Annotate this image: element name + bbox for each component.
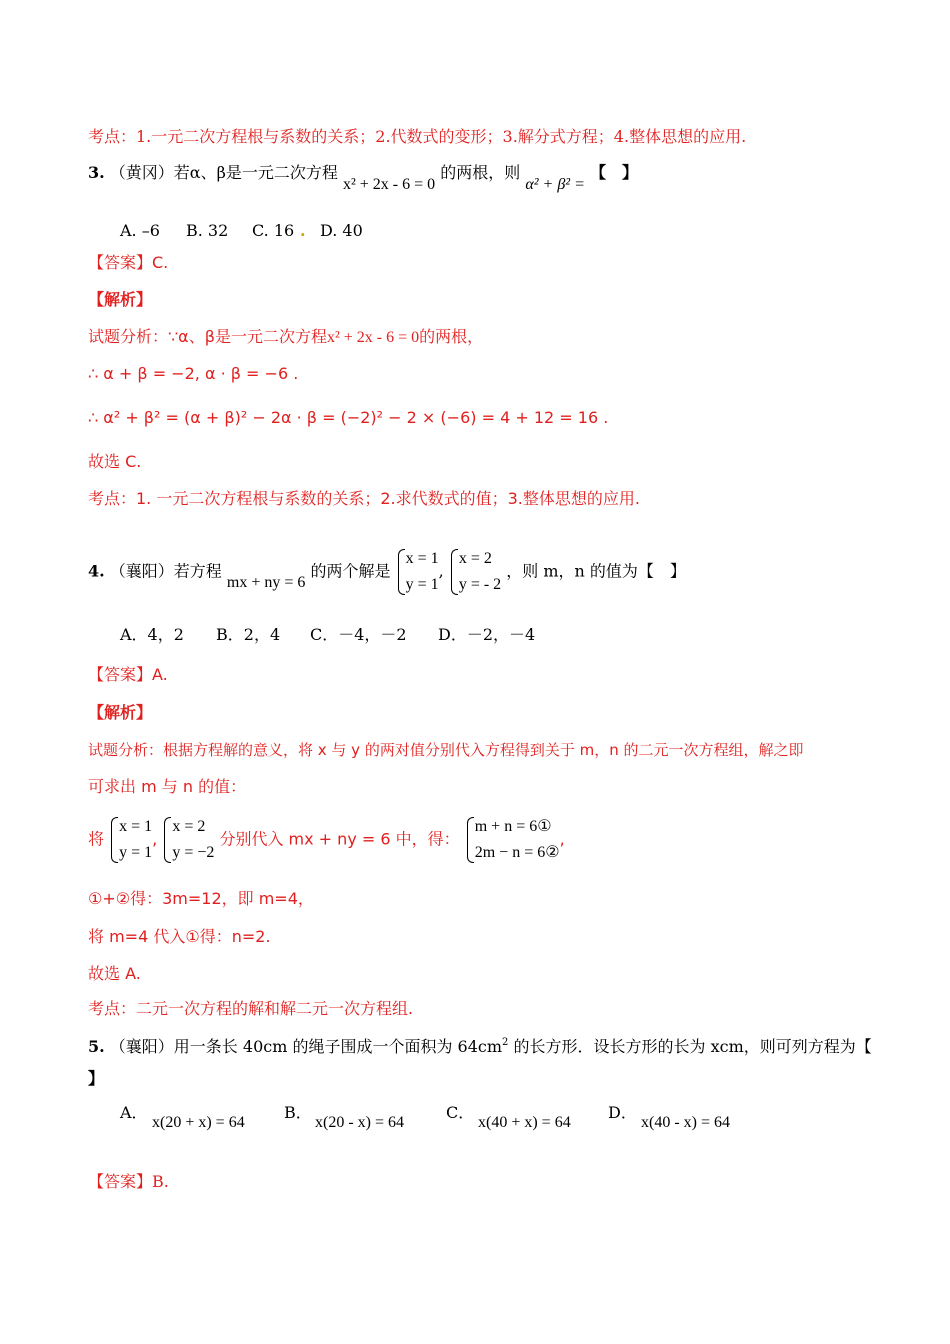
q5-label-c: C． xyxy=(446,1103,475,1122)
q4-system-eq-1: m + n = 6① xyxy=(474,818,552,835)
q3-analysis-line-3: ∴ α² + β² = (α + β)² − 2α · β = (−2)² − 2 × (−6) = 4 + 12 = 16 . xyxy=(88,408,609,427)
dot-mark-icon: . xyxy=(300,221,306,240)
q4-answer: 【答案】A. xyxy=(88,665,168,684)
q4-option-d: D．－2，－4 xyxy=(438,625,536,644)
q4-point: 考点：二元一次方程的解和解二元一次方程组. xyxy=(88,999,414,1018)
q4-sol1-x: x = 1 xyxy=(405,550,439,567)
q4-option-b: B．2，4 xyxy=(216,625,281,644)
q4-option-a: A．4，2 xyxy=(120,625,184,644)
q4-analysis-line-4: ①+②得：3m=12，即 m=4， xyxy=(88,889,314,908)
q5-number: 5. xyxy=(88,1037,105,1056)
q4-solution-2 xyxy=(449,546,501,598)
q4-sol2-x: x = 2 xyxy=(458,550,492,567)
q3-choose: 故选 C. xyxy=(88,452,142,471)
q4-stem-a: （襄阳）若方程 xyxy=(109,561,222,581)
q4-sol2-y: y = - 2 xyxy=(458,576,502,593)
q4-choose: 故选 A. xyxy=(88,964,141,983)
q3-point: 考点：1. 一元二次方程根与系数的关系；2.求代数式的值；3.整体思想的应用. xyxy=(88,489,640,508)
point-line-q2: 考点：1.一元二次方程根与系数的关系；2.代数式的变形；3.解分式方程；4.整体思想的应用. xyxy=(88,127,747,146)
q5-answer: 【答案】B. xyxy=(88,1172,169,1191)
q4-sub-pair-1 xyxy=(109,814,152,866)
q4-sub-pair-2 xyxy=(162,814,214,866)
q4-sol1-y: y = 1 xyxy=(405,576,439,593)
q3-stem-b: 的两根，则 xyxy=(440,163,521,182)
q4-sub-x2: x = 2 xyxy=(172,818,206,835)
q4-system-eq-2: 2m − n = 6② xyxy=(474,844,560,861)
q5-equation-a: x(20 + x) = 64 xyxy=(152,1114,245,1131)
q5-stem-sup: 2 xyxy=(502,1037,509,1048)
q3-analysis-line-1-a: 试题分析：∵α、β是一元二次方程 xyxy=(88,327,327,346)
q3-option-d: D. 40 xyxy=(320,221,363,240)
q3-analysis-line-1 xyxy=(88,326,483,349)
q4-analysis-line-1: 试题分析：根据方程解的意义，将 x 与 y 的两对值分别代入方程得到关于 m，n 的二元一次方程组，解之即 xyxy=(88,741,804,759)
q4-sub-b: 分别代入 mx + ny = 6 中，得： xyxy=(219,829,460,849)
q4-analysis-label: 【解析】 xyxy=(88,703,153,722)
q3-expression: α² + β² = xyxy=(525,176,585,193)
q3-option-c: C. 16 xyxy=(252,221,295,240)
q3-stem-a: （黄冈）若α、β是一元二次方程 xyxy=(109,163,338,182)
q4-number: 4. xyxy=(88,561,105,581)
q5-equation-b: x(20 - x) = 64 xyxy=(315,1114,405,1131)
question-3-stem xyxy=(88,162,638,193)
question-4-stem: 4. （襄阳）若方程 mx + ny = 6 的两个解是 x = 1 y = 1 , x = 2 y = - 2 ，则 m，n 的值为【 】 xyxy=(88,546,686,598)
q5-stem-c: 】 xyxy=(88,1069,105,1088)
q3-equation: x² + 2x - 6 = 0 xyxy=(342,176,436,193)
q5-equation-d: x(40 - x) = 64 xyxy=(641,1114,731,1131)
q4-system xyxy=(465,814,560,866)
q3-analysis-equation: x² + 2x - 6 = 0 xyxy=(326,329,420,346)
q3-analysis-line-1-b: 的两根， xyxy=(419,327,484,346)
q4-sub-y2: y = −2 xyxy=(172,844,215,861)
q4-solution-1 xyxy=(396,546,439,598)
q3-answer: 【答案】C. xyxy=(88,253,169,272)
q3-option-b: B. 32 xyxy=(186,221,229,240)
q3-analysis-label: 【解析】 xyxy=(88,290,153,309)
q5-stem-b: 的长方形．设长方形的长为 xcm，则可列方程为【 xyxy=(508,1037,872,1056)
q4-analysis-line-2: 可求出 m 与 n 的值： xyxy=(88,777,247,796)
q4-sub-y1: y = 1 xyxy=(119,844,153,861)
q3-number: 3. xyxy=(88,163,105,182)
q5-label-b: B． xyxy=(284,1103,312,1122)
question-5-stem xyxy=(88,1032,872,1058)
q4-stem-b: 的两个解是 xyxy=(310,561,391,581)
q4-option-c: C．－4，－2 xyxy=(310,625,407,644)
q4-substitution-line: 将 x = 1 y = 1 , x = 2 y = −2 分别代入 mx + ny = 6 中，得： m + n = 6① 2m − n = 6② , xyxy=(88,814,565,866)
q5-label-d: D． xyxy=(608,1103,637,1122)
q4-stem-c: ，则 m，n 的值为【 】 xyxy=(506,561,686,581)
q5-label-a: A． xyxy=(120,1103,148,1122)
q4-sub-a: 将 xyxy=(88,829,105,849)
q5-stem-a: （襄阳）用一条长 40cm 的绳子围成一个面积为 64cm xyxy=(109,1037,503,1056)
q3-analysis-line-2: ∴ α + β = −2, α · β = −6 . xyxy=(88,364,299,383)
q4-analysis-line-5: 将 m=4 代入①得：n=2. xyxy=(88,927,271,946)
q3-bracket: 【 】 xyxy=(589,163,638,182)
q4-sub-x1: x = 1 xyxy=(119,818,153,835)
q5-equation-c: x(40 + x) = 64 xyxy=(478,1114,571,1131)
q3-option-a: A. –6 xyxy=(120,221,160,240)
q4-equation: mx + ny = 6 xyxy=(226,573,306,591)
